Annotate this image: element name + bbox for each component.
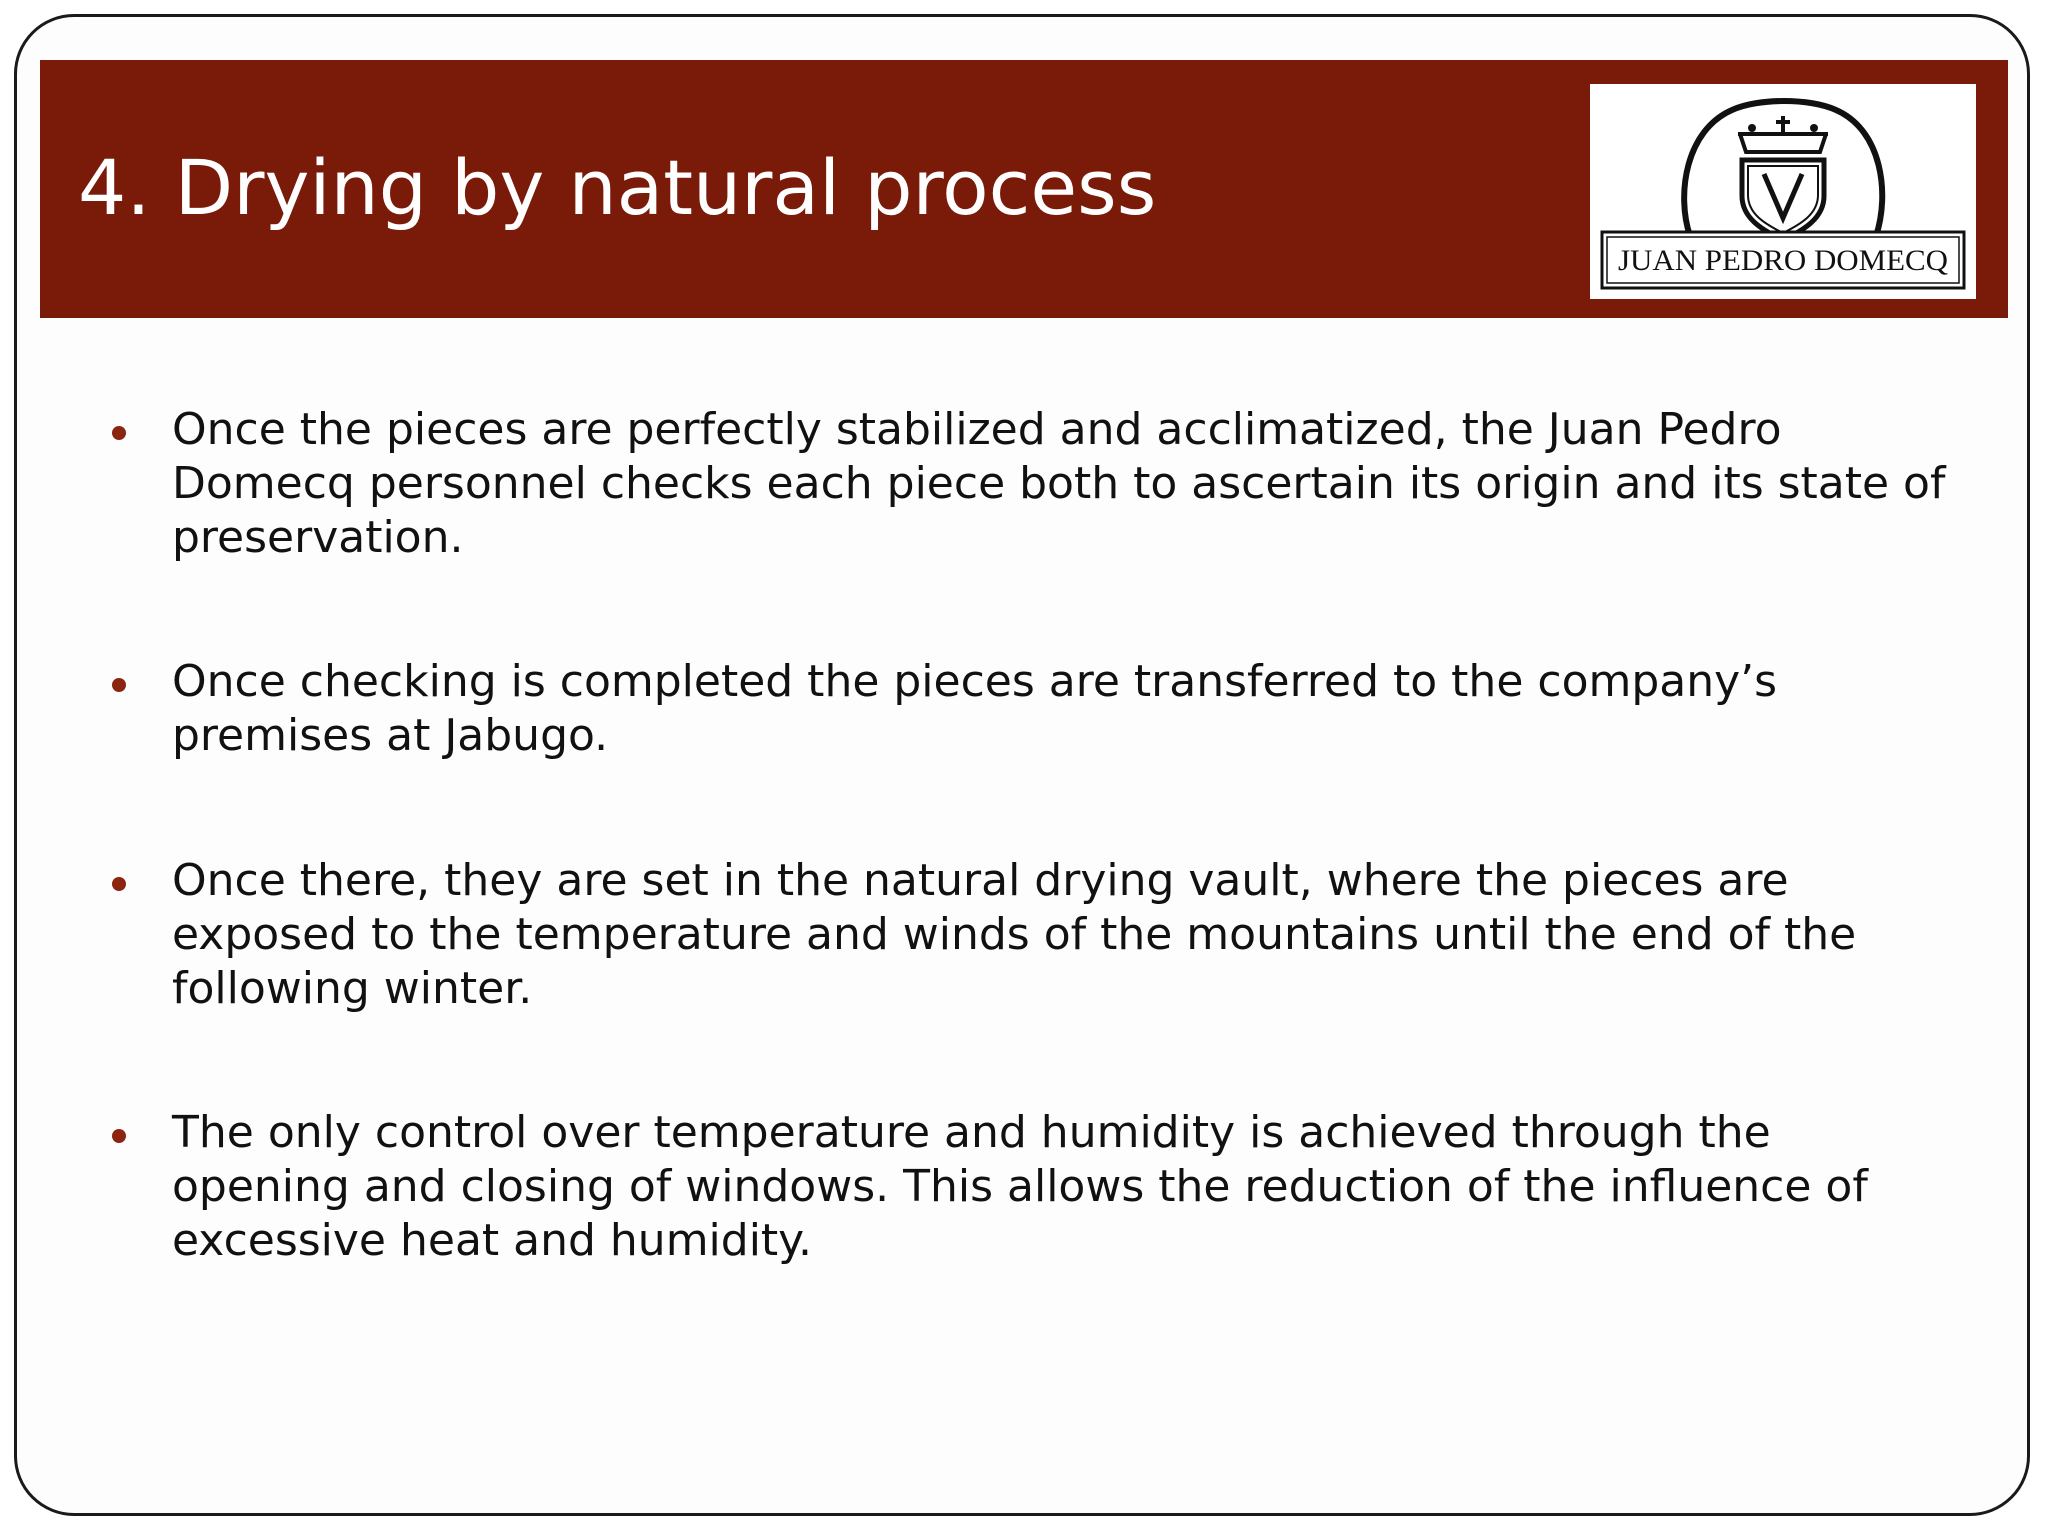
bullet-text: Once the pieces are perfectly stabilized and acclimatized, the Juan Pedro Domecq personnel checks each piece both to ascertain its origin and its state of preservation. [172, 404, 1946, 563]
list-item [100, 854, 1960, 1016]
crowned-shield-v-icon [1590, 84, 1976, 299]
bullet-text: Once checking is completed the pieces are transferred to the company’s premises at Jabugo. [172, 656, 1778, 761]
bullet-marker [112, 877, 126, 891]
logo-text: JUAN PEDRO DOMECQ [1618, 244, 1949, 277]
bullet-text: The only control over temperature and humidity is achieved through the opening and closing of windows. This allows the reduction of the influence of excessive heat and humidity. [172, 1107, 1868, 1266]
list-item [100, 403, 1960, 565]
bullet-text: Once there, they are set in the natural drying vault, where the pieces are exposed to the temperature and winds of the mountains until the end of the following winter. [172, 855, 1857, 1014]
bullet-marker [112, 1129, 126, 1143]
bullet-marker [112, 678, 126, 692]
bullet-marker [112, 426, 126, 440]
bullet-list [100, 403, 1960, 1268]
company-logo [1590, 84, 1976, 299]
list-item [100, 1106, 1960, 1268]
slide-title: 4. Drying by natural process [78, 143, 1157, 232]
list-item [100, 655, 1960, 763]
